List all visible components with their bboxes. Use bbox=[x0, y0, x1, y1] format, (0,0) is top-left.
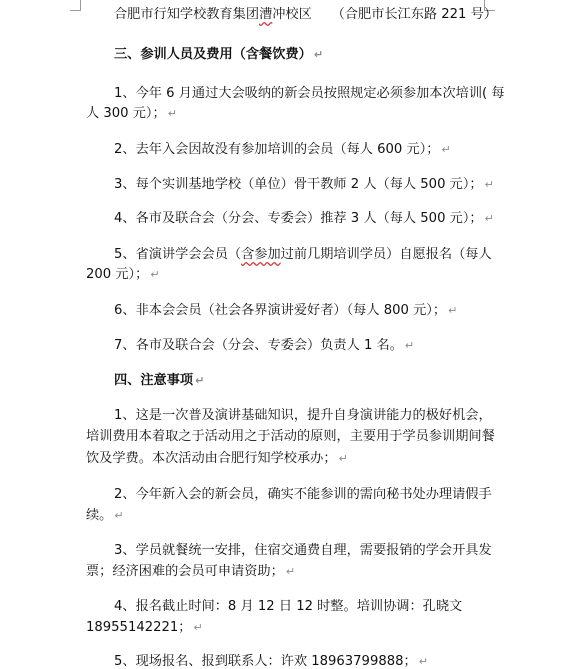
note-3-text-1: 3、学员就餐统一安排，住宿交通费自理，需要报销的学会开具发 bbox=[114, 543, 492, 558]
paragraph-mark-icon: ↵ bbox=[150, 268, 160, 281]
section-3-heading bbox=[86, 46, 534, 64]
fee-item-3-line-1 bbox=[86, 176, 534, 194]
note-1-text-3: 饮及学费。本次活动由合肥行知学校承办； bbox=[86, 451, 337, 466]
page-corner-mark-left bbox=[70, 0, 81, 11]
paragraph-mark-icon: ↵ bbox=[484, 178, 494, 191]
header-address-text-2: 冲校区 （合肥市长江东路 221 号） bbox=[272, 7, 498, 22]
note-2-text-2: 续。 bbox=[86, 508, 113, 523]
header-address-spellcheck-word: 漕 bbox=[259, 7, 273, 22]
header-address-line bbox=[86, 6, 534, 24]
header-address-text-1: 合肥市行知学校教育集团 bbox=[114, 7, 260, 22]
section-4-heading bbox=[86, 372, 534, 390]
note-2-text-1: 2、今年新入会的新会员，确实不能参训的需向秘书处办理请假手 bbox=[114, 487, 492, 502]
paragraph-mark-icon: ↵ bbox=[418, 655, 428, 668]
fee-item-5-text-2: 200 元）； bbox=[86, 267, 149, 282]
fee-item-1-line-1 bbox=[86, 85, 534, 103]
note-1-line-2 bbox=[86, 428, 506, 446]
paragraph-mark-icon: ↵ bbox=[285, 565, 296, 578]
fee-item-5-spellcheck-word: 含参加 bbox=[241, 247, 281, 262]
note-2-line-2 bbox=[86, 507, 506, 525]
fee-item-5-line-2 bbox=[86, 266, 506, 284]
paragraph-mark-icon: ↵ bbox=[193, 621, 203, 634]
note-4-line-1 bbox=[86, 598, 534, 616]
fee-item-1-line-2 bbox=[86, 105, 506, 123]
note-4-text-1: 4、报名截止时间：8 月 12 日 12 时整。培训协调：孔晓文 bbox=[114, 599, 463, 614]
section-3-heading-text: 三、参训人员及费用（含餐饮费） bbox=[114, 47, 312, 62]
note-5-text-1: 5、现场报名、报到联系人：许欢 18963799888； bbox=[114, 654, 417, 669]
paragraph-mark-icon: ↵ bbox=[167, 107, 177, 120]
fee-item-5-line-1 bbox=[86, 246, 534, 264]
paragraph-mark-icon: ↵ bbox=[404, 339, 415, 352]
note-1-text-1: 1、这是一次普及演讲基础知识，提升自身演讲能力的极好机会， bbox=[114, 408, 492, 423]
note-3-line-1 bbox=[86, 542, 534, 560]
note-5-line-1 bbox=[86, 653, 534, 669]
fee-item-5-text-1b: 过前几期培训学员）自愿报名（每人 bbox=[280, 247, 492, 262]
paragraph-mark-icon: ↵ bbox=[448, 304, 458, 317]
fee-item-3-text: 3、每个实训基地学校（单位）骨干教师 2 人（每人 500 元）； bbox=[114, 177, 483, 192]
paragraph-mark-icon: ↵ bbox=[441, 143, 451, 156]
fee-item-2-line-1 bbox=[86, 141, 534, 159]
fee-item-4-text: 4、各市及联合会（分会、专委会）推荐 3 人（每人 500 元）； bbox=[114, 211, 483, 226]
fee-item-6-text: 6、非本会会员（社会各界演讲爱好者）（每人 800 元）； bbox=[114, 303, 447, 318]
fee-item-7-line-1 bbox=[86, 337, 534, 355]
fee-item-4-line-1 bbox=[86, 210, 534, 228]
fee-item-6-line-1 bbox=[86, 302, 534, 320]
paragraph-mark-icon: ↵ bbox=[484, 212, 494, 225]
paragraph-mark-icon: ↵ bbox=[338, 452, 348, 465]
note-3-line-2 bbox=[86, 563, 506, 581]
paragraph-mark-icon: ↵ bbox=[313, 48, 324, 61]
note-1-line-3 bbox=[86, 450, 506, 468]
note-4-line-2 bbox=[86, 619, 506, 637]
section-4-heading-text: 四、注意事项 bbox=[114, 373, 194, 388]
paragraph-mark-icon: ↵ bbox=[114, 509, 124, 522]
paragraph-mark-icon: ↵ bbox=[195, 374, 205, 387]
fee-item-1-text-1: 1、今年 6 月通过大会吸纳的新会员按照规定必须参加本次培训( 每 bbox=[114, 86, 505, 101]
fee-item-1-text-2: 人 300 元）； bbox=[86, 106, 166, 121]
note-3-text-2: 票；经济困难的会员可申请资助； bbox=[86, 564, 284, 579]
note-1-text-2: 培训费用本着取之于活动用之于活动的原则，主要用于学员参训期间餐 bbox=[86, 429, 495, 444]
fee-item-7-text: 7、各市及联合会（分会、专委会）负责人 1 名。 bbox=[114, 338, 403, 353]
fee-item-5-text-1a: 5、省演讲学会会员（ bbox=[114, 247, 242, 262]
note-4-text-2: 18955142221； bbox=[86, 620, 192, 635]
fee-item-2-text: 2、去年入会因故没有参加培训的会员（每人 600 元）； bbox=[114, 142, 440, 157]
note-2-line-1 bbox=[86, 486, 534, 504]
note-1-line-1 bbox=[86, 407, 534, 425]
